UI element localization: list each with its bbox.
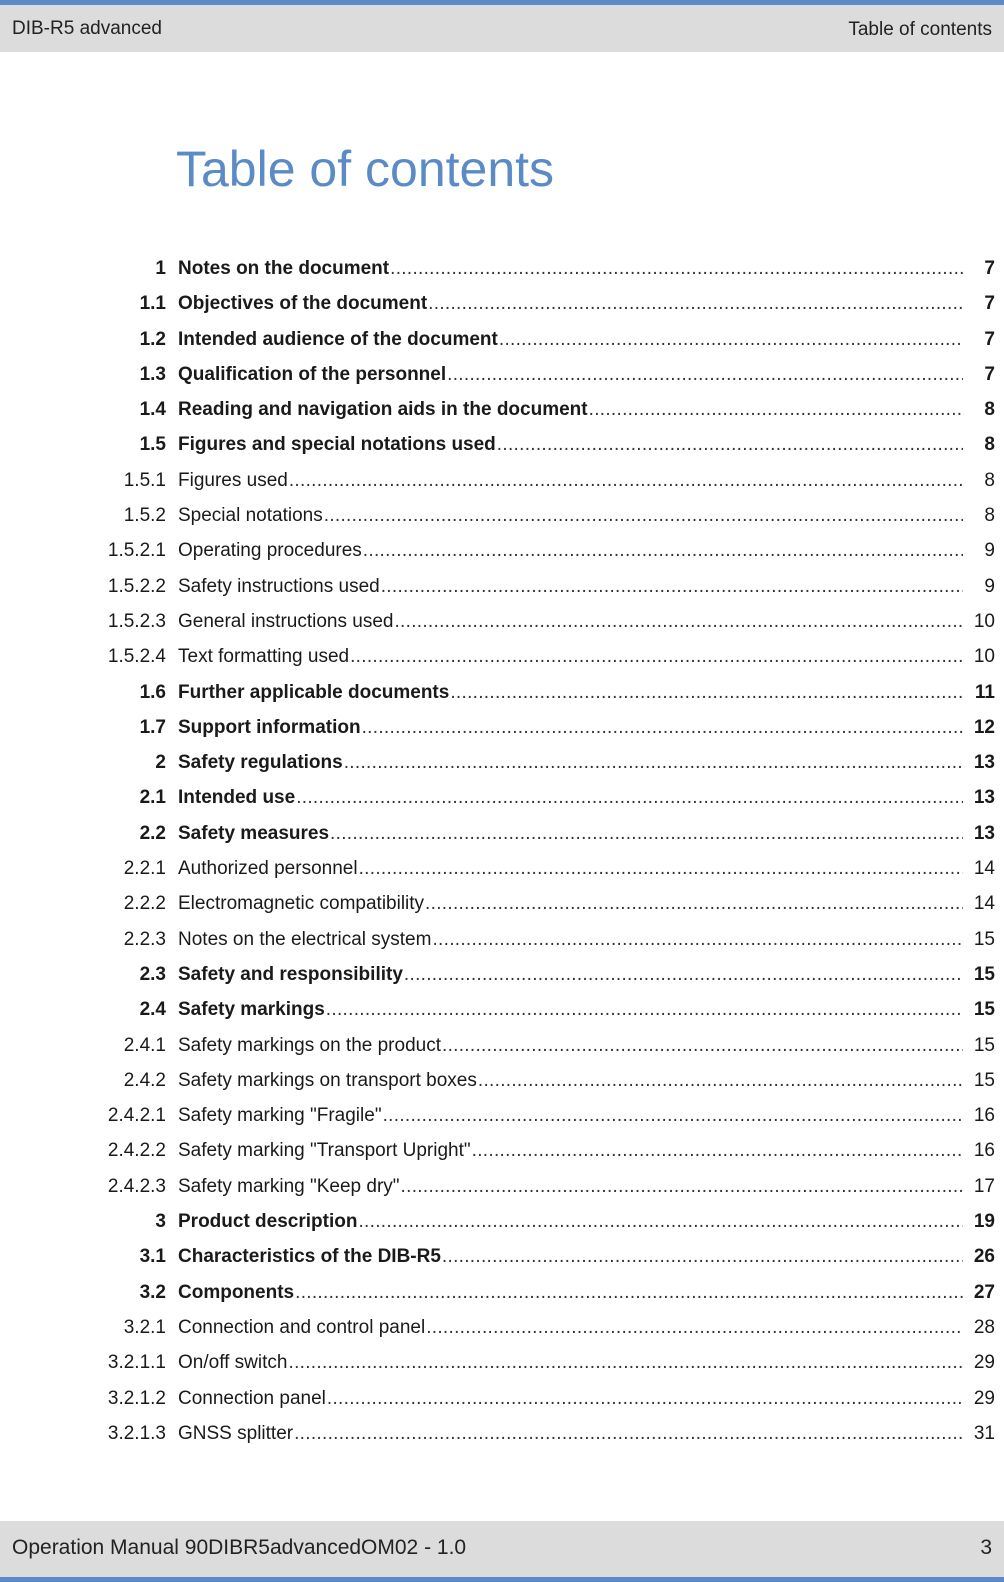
toc-entry-number: 2.4.2.2 <box>107 1140 166 1162</box>
toc-dot-leader <box>295 1278 963 1308</box>
toc-entry-title[interactable]: Intended use <box>178 787 296 809</box>
toc-entry-page[interactable]: 29 <box>973 1387 995 1409</box>
toc-entry-page[interactable]: 31 <box>973 1422 995 1444</box>
toc-entry[interactable] <box>0 1101 1004 1136</box>
toc-dot-leader <box>404 960 963 990</box>
toc-entry-title[interactable]: Safety markings <box>178 999 325 1021</box>
toc-entry-title[interactable]: Components <box>178 1281 295 1303</box>
toc-entry-title[interactable]: Figures used <box>178 469 288 491</box>
toc-dot-leader <box>426 1313 963 1343</box>
toc-entry-page[interactable]: 28 <box>973 1316 995 1338</box>
toc-entry[interactable] <box>0 1313 1004 1348</box>
toc-entry-page[interactable]: 27 <box>973 1281 995 1303</box>
toc-entry-title[interactable]: Reading and navigation aids in the document <box>178 399 588 421</box>
toc-dot-leader <box>425 889 963 919</box>
toc-dot-leader <box>327 1384 963 1414</box>
toc-entry-title[interactable]: Operating procedures <box>178 540 362 562</box>
toc-entry-page[interactable]: 13 <box>973 787 995 809</box>
toc-entry[interactable] <box>0 925 1004 960</box>
toc-entry-page[interactable]: 8 <box>984 469 995 491</box>
toc-entry-number: 3.1 <box>139 1246 166 1268</box>
toc-entry-number: 2.2 <box>139 822 166 844</box>
toc-entry-title[interactable]: Notes on the electrical system <box>178 928 432 950</box>
footer-manual-id: Operation Manual 90DIBR5advancedOM02 - 1.0 <box>12 1536 467 1559</box>
toc-entry-title[interactable]: GNSS splitter <box>178 1422 294 1444</box>
table-of-contents <box>0 254 1004 1454</box>
toc-entry-number: 2.4.2.1 <box>107 1105 166 1127</box>
toc-entry[interactable] <box>0 607 1004 642</box>
toc-entry-page[interactable]: 11 <box>974 681 995 703</box>
toc-entry-title[interactable]: Safety markings on the product <box>178 1034 441 1056</box>
toc-dot-leader <box>432 925 963 955</box>
toc-dot-leader <box>497 430 963 460</box>
page-footer <box>0 1521 1004 1582</box>
toc-entry[interactable] <box>0 1136 1004 1171</box>
toc-entry-title[interactable]: Safety marking "Keep dry" <box>178 1175 400 1197</box>
toc-dot-leader <box>288 1348 963 1378</box>
toc-entry-page[interactable]: 9 <box>984 575 995 597</box>
toc-entry-title[interactable]: Safety marking "Transport Upright" <box>178 1140 471 1162</box>
page-title: Table of contents <box>176 141 555 197</box>
toc-entry-title[interactable]: Safety regulations <box>178 752 343 774</box>
toc-entry[interactable] <box>0 960 1004 995</box>
toc-entry[interactable] <box>0 536 1004 571</box>
toc-entry-number: 1 <box>155 258 166 279</box>
toc-entry-number: 3 <box>155 1211 166 1233</box>
toc-entry[interactable] <box>0 1207 1004 1242</box>
toc-entry-page[interactable]: 8 <box>984 505 995 527</box>
toc-entry-page[interactable]: 13 <box>973 752 995 774</box>
toc-entry[interactable] <box>0 1348 1004 1383</box>
toc-dot-leader <box>447 360 963 390</box>
toc-entry[interactable] <box>0 678 1004 713</box>
toc-entry-title[interactable]: General instructions used <box>178 610 394 632</box>
toc-entry-title[interactable]: Intended audience of the document <box>178 328 498 350</box>
toc-entry-number: 2.4.1 <box>123 1034 166 1056</box>
toc-entry-number: 2 <box>155 752 166 774</box>
toc-entry-number: 1.7 <box>139 716 166 738</box>
toc-entry-number: 1.4 <box>139 399 166 421</box>
toc-entry-number: 2.4.2.3 <box>107 1175 166 1197</box>
toc-dot-leader <box>383 1101 963 1131</box>
toc-entry-page[interactable]: 8 <box>984 434 995 456</box>
toc-entry-page[interactable]: 15 <box>973 963 995 985</box>
toc-entry-title[interactable]: Special notations <box>178 505 323 527</box>
toc-entry-title[interactable]: Electromagnetic compatibility <box>178 893 425 915</box>
toc-dot-leader <box>589 395 963 425</box>
toc-entry[interactable] <box>0 1278 1004 1313</box>
toc-entry-page[interactable]: 10 <box>973 646 995 668</box>
toc-entry-number: 1.5.2.2 <box>107 575 166 597</box>
toc-dot-leader <box>428 289 963 319</box>
toc-entry-page[interactable]: 17 <box>973 1175 995 1197</box>
toc-entry-title[interactable]: Further applicable documents <box>178 681 450 703</box>
toc-entry-title[interactable]: Safety instructions used <box>178 575 380 597</box>
toc-entry-title[interactable]: Notes on the document <box>178 258 390 279</box>
toc-entry-number: 1.5.2 <box>123 505 166 527</box>
toc-dot-leader <box>499 325 963 355</box>
toc-dot-leader <box>442 1031 963 1061</box>
toc-entry-number: 1.5.2.4 <box>107 646 166 668</box>
toc-dot-leader <box>472 1136 963 1166</box>
toc-entry[interactable] <box>0 466 1004 501</box>
toc-entry-page[interactable]: 7 <box>984 328 995 350</box>
toc-entry-page[interactable]: 26 <box>973 1246 995 1268</box>
toc-entry-number: 1.3 <box>139 363 166 385</box>
toc-entry-page[interactable]: 15 <box>973 999 995 1021</box>
toc-dot-leader <box>362 713 963 743</box>
toc-entry[interactable] <box>0 854 1004 889</box>
toc-entry-page[interactable]: 29 <box>973 1352 995 1374</box>
toc-entry-number: 2.4.2 <box>123 1069 166 1091</box>
toc-dot-leader <box>289 466 963 496</box>
toc-entry-title[interactable]: Safety and responsibility <box>178 963 403 985</box>
toc-entry-page[interactable]: 19 <box>973 1211 995 1233</box>
toc-entry-number: 2.2.1 <box>123 858 166 880</box>
toc-entry[interactable] <box>0 642 1004 677</box>
toc-dot-leader <box>326 995 963 1025</box>
toc-entry-page[interactable]: 14 <box>973 893 995 915</box>
toc-entry[interactable] <box>0 713 1004 748</box>
toc-entry-title[interactable]: Connection panel <box>178 1387 326 1409</box>
toc-dot-leader <box>294 1419 963 1449</box>
toc-entry[interactable] <box>0 430 1004 465</box>
toc-entry-number: 1.1 <box>139 293 166 315</box>
toc-entry[interactable] <box>0 1384 1004 1419</box>
toc-entry-number: 3.2.1.2 <box>107 1387 166 1409</box>
toc-entry[interactable] <box>0 1172 1004 1207</box>
toc-entry[interactable] <box>0 1066 1004 1101</box>
toc-entry-number: 1.5.2.1 <box>107 540 166 562</box>
toc-dot-leader <box>390 254 963 284</box>
toc-entry[interactable] <box>0 254 1004 289</box>
toc-entry-title[interactable]: Text formatting used <box>178 646 350 668</box>
toc-dot-leader <box>344 748 963 778</box>
toc-entry-number: 1.5.1 <box>123 469 166 491</box>
toc-entry-number: 3.2.1.3 <box>107 1422 166 1444</box>
toc-dot-leader <box>350 642 963 672</box>
toc-entry-number: 1.6 <box>139 681 166 703</box>
toc-dot-leader <box>401 1172 963 1202</box>
toc-entry-title[interactable]: Qualification of the personnel <box>178 363 447 385</box>
footer-page-number: 3 <box>980 1536 992 1559</box>
toc-entry-number: 1.2 <box>139 328 166 350</box>
toc-entry-title[interactable]: On/off switch <box>178 1352 288 1374</box>
toc-entry-page[interactable]: 10 <box>973 610 995 632</box>
toc-entry[interactable] <box>0 995 1004 1030</box>
toc-entry-page[interactable]: 13 <box>973 822 995 844</box>
toc-entry-title[interactable]: Safety marking "Fragile" <box>178 1105 382 1127</box>
toc-entry-page[interactable]: 14 <box>973 858 995 880</box>
toc-entry-number: 2.1 <box>139 787 166 809</box>
toc-dot-leader <box>363 536 963 566</box>
toc-entry[interactable] <box>0 748 1004 783</box>
toc-entry-number: 3.2.1 <box>123 1316 166 1338</box>
toc-dot-leader <box>394 607 963 637</box>
toc-entry-page[interactable]: 15 <box>973 1034 995 1056</box>
toc-entry-number: 2.3 <box>139 963 166 985</box>
toc-entry-title[interactable]: Safety markings on transport boxes <box>178 1069 477 1091</box>
toc-entry-number: 1.5 <box>139 434 166 456</box>
toc-entry[interactable] <box>0 819 1004 854</box>
toc-entry[interactable] <box>0 395 1004 430</box>
header-section-name: Table of contents <box>848 19 992 40</box>
toc-entry[interactable] <box>0 1242 1004 1277</box>
toc-dot-leader <box>330 819 963 849</box>
toc-entry-title[interactable]: Connection and control panel <box>178 1316 426 1338</box>
toc-dot-leader <box>324 501 963 531</box>
toc-entry-number: 2.2.3 <box>123 928 166 950</box>
toc-dot-leader <box>442 1242 963 1272</box>
header-document-name: DIB-R5 advanced <box>12 18 162 39</box>
toc-entry[interactable] <box>0 360 1004 395</box>
toc-dot-leader <box>381 572 963 602</box>
toc-entry-title[interactable]: Objectives of the document <box>178 293 428 315</box>
toc-entry-page[interactable]: 7 <box>984 363 995 385</box>
toc-entry-page[interactable]: 16 <box>973 1140 995 1162</box>
toc-dot-leader <box>478 1066 963 1096</box>
toc-entry-title[interactable]: Characteristics of the DIB-R5 <box>178 1246 441 1268</box>
toc-entry-title[interactable]: Figures and special notations used <box>178 434 496 456</box>
toc-entry[interactable] <box>0 501 1004 536</box>
toc-entry[interactable] <box>0 1031 1004 1066</box>
toc-entry[interactable] <box>0 783 1004 818</box>
toc-entry-number: 2.4 <box>139 999 166 1021</box>
toc-entry-number: 3.2.1.1 <box>107 1352 166 1374</box>
toc-entry-title[interactable]: Authorized personnel <box>178 858 358 880</box>
toc-dot-leader <box>450 678 963 708</box>
toc-entry-title[interactable]: Safety measures <box>178 822 330 844</box>
toc-entry[interactable] <box>0 572 1004 607</box>
toc-entry-title[interactable]: Support information <box>178 716 361 738</box>
toc-entry-page[interactable]: 12 <box>973 716 995 738</box>
toc-entry-page[interactable]: 9 <box>984 540 995 562</box>
toc-entry[interactable] <box>0 1419 1004 1454</box>
toc-entry-number: 3.2 <box>139 1281 166 1303</box>
toc-entry-page[interactable]: 7 <box>984 258 995 279</box>
toc-dot-leader <box>358 1207 963 1237</box>
toc-entry-page[interactable]: 7 <box>984 293 995 315</box>
toc-entry-page[interactable]: 16 <box>973 1105 995 1127</box>
toc-entry-title[interactable]: Product description <box>178 1211 358 1233</box>
toc-entry-page[interactable]: 15 <box>973 928 995 950</box>
toc-entry-number: 2.2.2 <box>123 893 166 915</box>
toc-entry[interactable] <box>0 889 1004 924</box>
toc-entry[interactable] <box>0 325 1004 360</box>
toc-entry[interactable] <box>0 289 1004 324</box>
toc-entry-page[interactable]: 15 <box>973 1069 995 1091</box>
toc-dot-leader <box>359 854 963 884</box>
toc-entry-number: 1.5.2.3 <box>107 610 166 632</box>
toc-entry-page[interactable]: 8 <box>984 399 995 421</box>
page-header <box>0 0 1004 52</box>
toc-dot-leader <box>296 783 963 813</box>
